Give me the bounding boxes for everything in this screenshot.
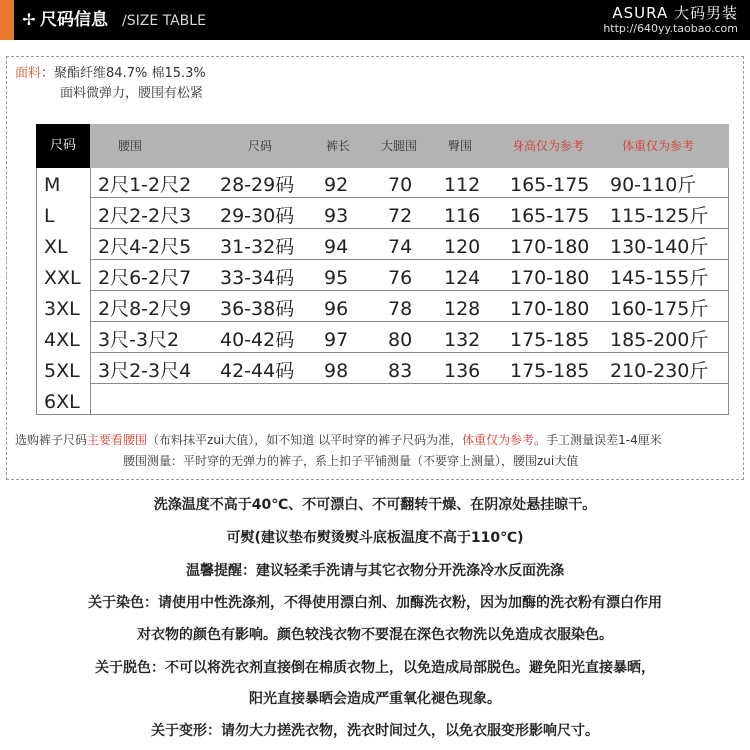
buying-note	[15, 431, 662, 449]
cell-height: 175-185	[510, 329, 590, 351]
cell-waist: 2尺6-2尺7	[98, 267, 192, 289]
fabric-colon: ：	[41, 66, 55, 81]
cell-thigh: 74	[388, 236, 413, 258]
care-line: 阳光直接暴晒会造成严重氧化褪色现象。	[249, 691, 501, 707]
cell-hip: 120	[444, 236, 481, 258]
table-border-left	[36, 168, 37, 415]
care-line: 可熨(建议垫布熨烫熨斗底板温度不高于110℃)	[226, 530, 524, 546]
cell-size: 5XL	[44, 360, 80, 382]
note-text: 。手工测量误差1-4厘米	[534, 433, 662, 447]
row-divider	[90, 197, 729, 198]
care-line: 关于染色：请使用中性洗涤剂，不得使用漂白剂、加酶洗衣粉，因为加酶的洗衣粉有漂白作用	[88, 595, 662, 611]
shop-url: http://640yy.taobao.com	[603, 22, 738, 35]
cell-weight: 115-125斤	[610, 205, 709, 227]
cell-height: 170-180	[510, 236, 590, 258]
care-line: 关于变形：请勿大力搓洗衣物，洗衣时间过久，以免衣服变形影响尺寸。	[151, 723, 599, 739]
row-divider	[90, 259, 729, 260]
cell-thigh: 78	[388, 298, 413, 320]
header-size: 尺码	[36, 124, 90, 168]
care-line: 关于脱色：不可以将洗衣剂直接倒在棉质衣物上，以免造成局部脱色。避免阳光直接暴晒，	[95, 660, 655, 676]
cell-size: L	[44, 205, 55, 227]
cell-code: 29-30码	[220, 205, 295, 227]
header-thigh: 大腿围	[381, 139, 418, 153]
cell-size: XL	[44, 236, 68, 258]
row-divider	[90, 321, 729, 322]
row-divider	[90, 383, 729, 384]
cell-code: 42-44码	[220, 360, 295, 382]
fabric-label: 面料	[15, 66, 42, 81]
cell-length: 92	[324, 174, 349, 196]
cell-code: 40-42码	[220, 329, 295, 351]
care-line: 温馨提醒：建议轻柔手洗请与其它衣物分开洗涤冷水反面洗涤	[186, 563, 564, 579]
header-height: 身高仅为参考	[512, 139, 585, 153]
table-border-bottom	[36, 414, 729, 415]
cell-thigh: 83	[388, 360, 413, 382]
cell-length: 94	[324, 236, 349, 258]
cell-size: 3XL	[44, 298, 80, 320]
header-code: 尺码	[248, 139, 273, 153]
cell-weight: 130-140斤	[610, 236, 709, 258]
cell-size: M	[44, 174, 61, 196]
cell-code: 31-32码	[220, 236, 295, 258]
cell-weight: 90-110斤	[610, 174, 697, 196]
waist-measure-note: 腰围测量：平时穿的无弹力的裤子，系上扣子平铺测量（不要穿上测量），腰围zui大值	[123, 454, 579, 468]
cell-thigh: 80	[388, 329, 413, 351]
header-weight: 体重仅为参考	[622, 139, 695, 153]
header-waist: 腰围	[118, 139, 143, 153]
fabric-composition: 聚酯纤维84.7% 棉15.3%	[54, 66, 206, 81]
size-table-header	[36, 124, 729, 168]
cell-thigh: 76	[388, 267, 413, 289]
cell-hip: 128	[444, 298, 481, 320]
cell-height: 165-175	[510, 174, 590, 196]
cell-weight: 210-230斤	[610, 360, 709, 382]
cell-waist: 2尺1-2尺2	[98, 174, 192, 196]
cell-height: 165-175	[510, 205, 590, 227]
cross-ornament-icon: ✢	[22, 10, 36, 29]
header-length: 裤长	[326, 139, 351, 153]
row-divider	[90, 290, 729, 291]
table-row	[36, 323, 729, 353]
cell-size: XXL	[44, 267, 81, 289]
cell-hip: 136	[444, 360, 481, 382]
cell-size: 6XL	[44, 391, 80, 413]
section-title: 尺码信息	[40, 10, 108, 30]
cell-waist: 2尺8-2尺9	[98, 298, 192, 320]
table-row	[36, 230, 729, 260]
table-border-right	[728, 168, 729, 415]
cell-length: 98	[324, 360, 349, 382]
cell-size: 4XL	[44, 329, 80, 351]
cell-height: 175-185	[510, 360, 590, 382]
cell-hip: 116	[444, 205, 481, 227]
table-row	[36, 354, 729, 384]
cell-hip: 124	[444, 267, 481, 289]
table-row	[36, 292, 729, 322]
care-line: 洗涤温度不高于40℃、不可漂白、不可翻转干燥、在阴凉处悬挂晾干。	[153, 497, 597, 513]
cell-waist: 2尺2-2尺3	[98, 205, 192, 227]
cell-height: 170-180	[510, 298, 590, 320]
brand-name: ASURA 大码男装	[612, 4, 738, 22]
cell-waist: 3尺-3尺2	[98, 329, 180, 351]
cell-hip: 132	[444, 329, 481, 351]
table-row	[36, 199, 729, 229]
cell-height: 170-180	[510, 267, 590, 289]
cell-thigh: 72	[388, 205, 413, 227]
cell-length: 97	[324, 329, 349, 351]
table-row	[36, 168, 729, 198]
cell-weight: 160-175斤	[610, 298, 709, 320]
cell-length: 96	[324, 298, 349, 320]
note-text: （布料抹平zui大值），如不知道 以平时穿的裤子尺码为准，	[147, 433, 463, 447]
header-accent-bar	[0, 0, 14, 40]
cell-length: 93	[324, 205, 349, 227]
section-header	[0, 0, 750, 40]
cell-code: 36-38码	[220, 298, 295, 320]
cell-code: 33-34码	[220, 267, 295, 289]
fabric-note: 面料微弹力，腰围有松紧	[60, 86, 204, 101]
table-border-mid	[90, 168, 91, 415]
note-highlight-waist: 主要看腰围	[87, 433, 148, 447]
note-highlight-weight: 体重仅为参考	[462, 433, 535, 447]
row-divider	[90, 352, 729, 353]
header-hip: 臀围	[448, 139, 473, 153]
cell-weight: 145-155斤	[610, 267, 709, 289]
cell-hip: 112	[444, 174, 481, 196]
cell-waist: 2尺4-2尺5	[98, 236, 192, 258]
cell-length: 95	[324, 267, 349, 289]
section-subtitle: /SIZE TABLE	[122, 13, 206, 29]
cell-waist: 3尺2-3尺4	[98, 360, 192, 382]
row-divider	[90, 228, 729, 229]
care-line: 对衣物的颜色有影响。颜色较浅衣物不要混在深色衣物洗以免造成衣服染色。	[137, 627, 613, 643]
table-row	[36, 261, 729, 291]
cell-code: 28-29码	[220, 174, 295, 196]
table-row	[36, 385, 729, 415]
cell-weight: 185-200斤	[610, 329, 709, 351]
cell-thigh: 70	[388, 174, 413, 196]
note-text: 选购裤子尺码	[15, 433, 88, 447]
fabric-line	[15, 64, 206, 84]
